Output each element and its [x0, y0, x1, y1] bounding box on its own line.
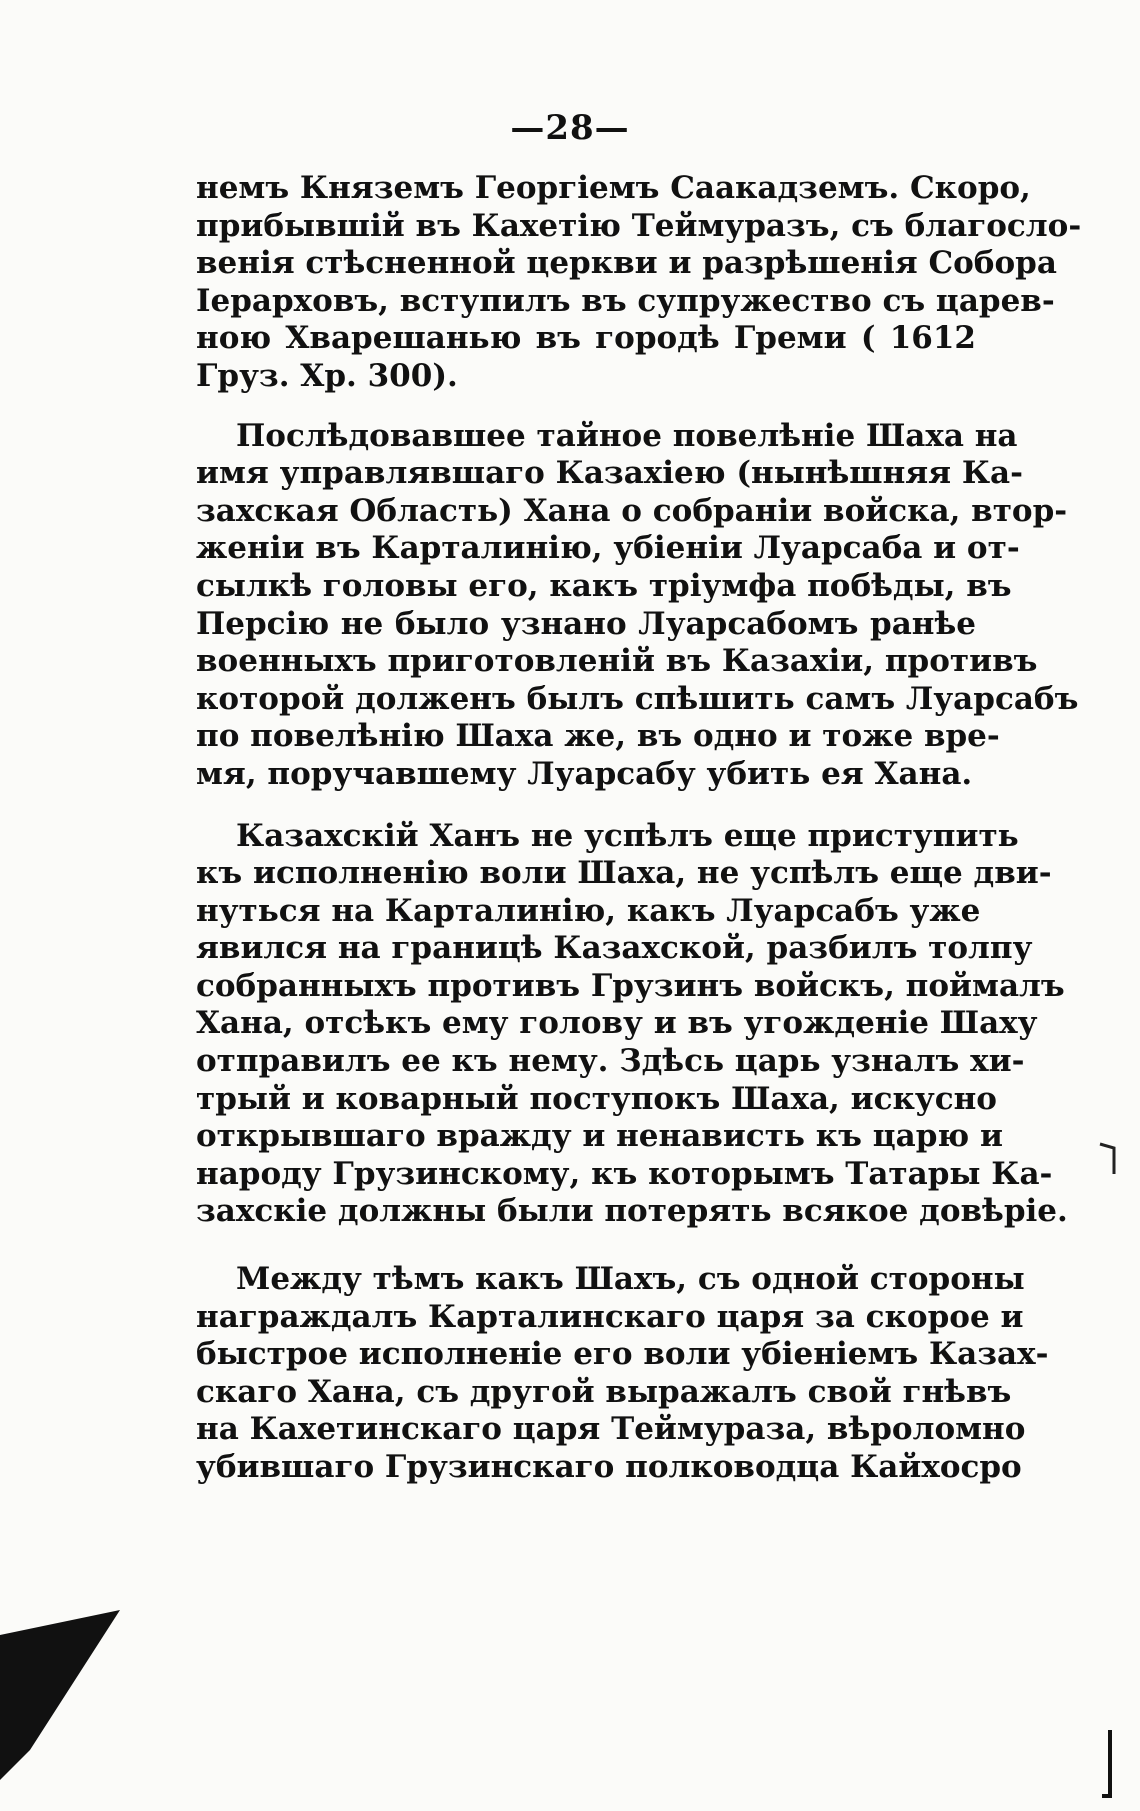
- text-line: открывшаго вражду и ненависть къ царю и: [196, 1118, 1003, 1155]
- text-line: Персію не было узнано Луарсабомъ ранѣе: [196, 605, 976, 642]
- text-line: на Кахетинскаго царя Теймураза, вѣроломно: [196, 1411, 1026, 1448]
- text-line: прибывшій въ Кахетію Теймуразъ, съ благосло-: [196, 207, 1082, 244]
- text-line: мя, поручавшему Луарсабу убить ея Хана.: [196, 755, 973, 792]
- text-line: захскіе должны были потерять всякое довѣріе.: [196, 1193, 1068, 1230]
- text-line: къ исполненію воли Шаха, не успѣлъ еще дви-: [196, 855, 1052, 892]
- text-line: Груз. Хр. 300).: [196, 357, 458, 394]
- text-line: награждалъ Карталинскаго царя за скорое и: [196, 1298, 1024, 1335]
- text-line: женіи въ Карталинію, убіеніи Луарсаба и от-: [196, 530, 1020, 567]
- text-line: захская Область) Хана о собраніи войска, втор-: [196, 492, 1068, 529]
- scan-corner-mark: [0, 1580, 130, 1811]
- text-line: явился на границѣ Казахской, разбилъ толпу: [196, 930, 1033, 967]
- text-line: Послѣдовавшее тайное повелѣніе Шаха на: [236, 417, 1018, 454]
- text-line: немъ Княземъ Георгіемъ Саакадземъ. Скоро,: [196, 170, 1031, 206]
- text-line: по повелѣнію Шаха же, въ одно и тоже вре-: [196, 718, 1000, 755]
- text-line: военныхъ приготовленій въ Казахіи, противъ: [196, 643, 1038, 680]
- paragraph-2: [196, 417, 1079, 794]
- text-line: венія стѣсненной церкви и разрѣшенія Собора: [196, 245, 1057, 282]
- text-line: собранныхъ противъ Грузинъ войскъ, поймалъ: [196, 967, 1065, 1004]
- scan-bottom-right-mark: [1100, 1730, 1120, 1800]
- text-line: Между тѣмъ какъ Шахъ, съ одной стороны: [236, 1261, 1025, 1298]
- text-line: быстрое исполненіе его воли убіеніемъ Казах-: [196, 1336, 1049, 1373]
- text-line: Іерарховъ, вступилъ въ супружество съ царев-: [196, 282, 1055, 319]
- text-line: ною Хварешанью въ городѣ Греми ( 1612: [196, 320, 976, 357]
- page-number: —28—: [510, 108, 630, 148]
- text-line: имя управлявшаго Казахіею (нынѣшняя Ка-: [196, 455, 1024, 492]
- text-line: Казахскій Ханъ не успѣлъ еще приступить: [236, 817, 1019, 854]
- text-line: сылкѣ головы его, какъ тріумфа побѣды, въ: [196, 567, 1012, 604]
- text-line: трый и коварный поступокъ Шаха, искусно: [196, 1080, 997, 1117]
- text-line: нуться на Карталинію, какъ Луарсабъ уже: [196, 892, 981, 929]
- text-line: убившаго Грузинскаго полководца Кайхосро: [196, 1449, 1022, 1485]
- text-line: народу Грузинскому, къ которымъ Татары Ка-: [196, 1155, 1053, 1192]
- text-line: скаго Хана, съ другой выражалъ свой гнѣвъ: [196, 1373, 1012, 1410]
- paragraph-1: [196, 170, 1082, 396]
- paragraph-4: [196, 1261, 1049, 1487]
- body-text: [196, 170, 1082, 1515]
- text-line: отправилъ ее къ нему. Здѣсь царь узналъ хи-: [196, 1043, 1025, 1080]
- paragraph-3: [196, 817, 1068, 1232]
- text-line: Хана, отсѣкъ ему голову и въ угожденіе Шаху: [196, 1005, 1038, 1042]
- scan-right-edge-mark: [1098, 1140, 1118, 1180]
- text-line: которой долженъ былъ спѣшить самъ Луарсабъ: [196, 680, 1079, 717]
